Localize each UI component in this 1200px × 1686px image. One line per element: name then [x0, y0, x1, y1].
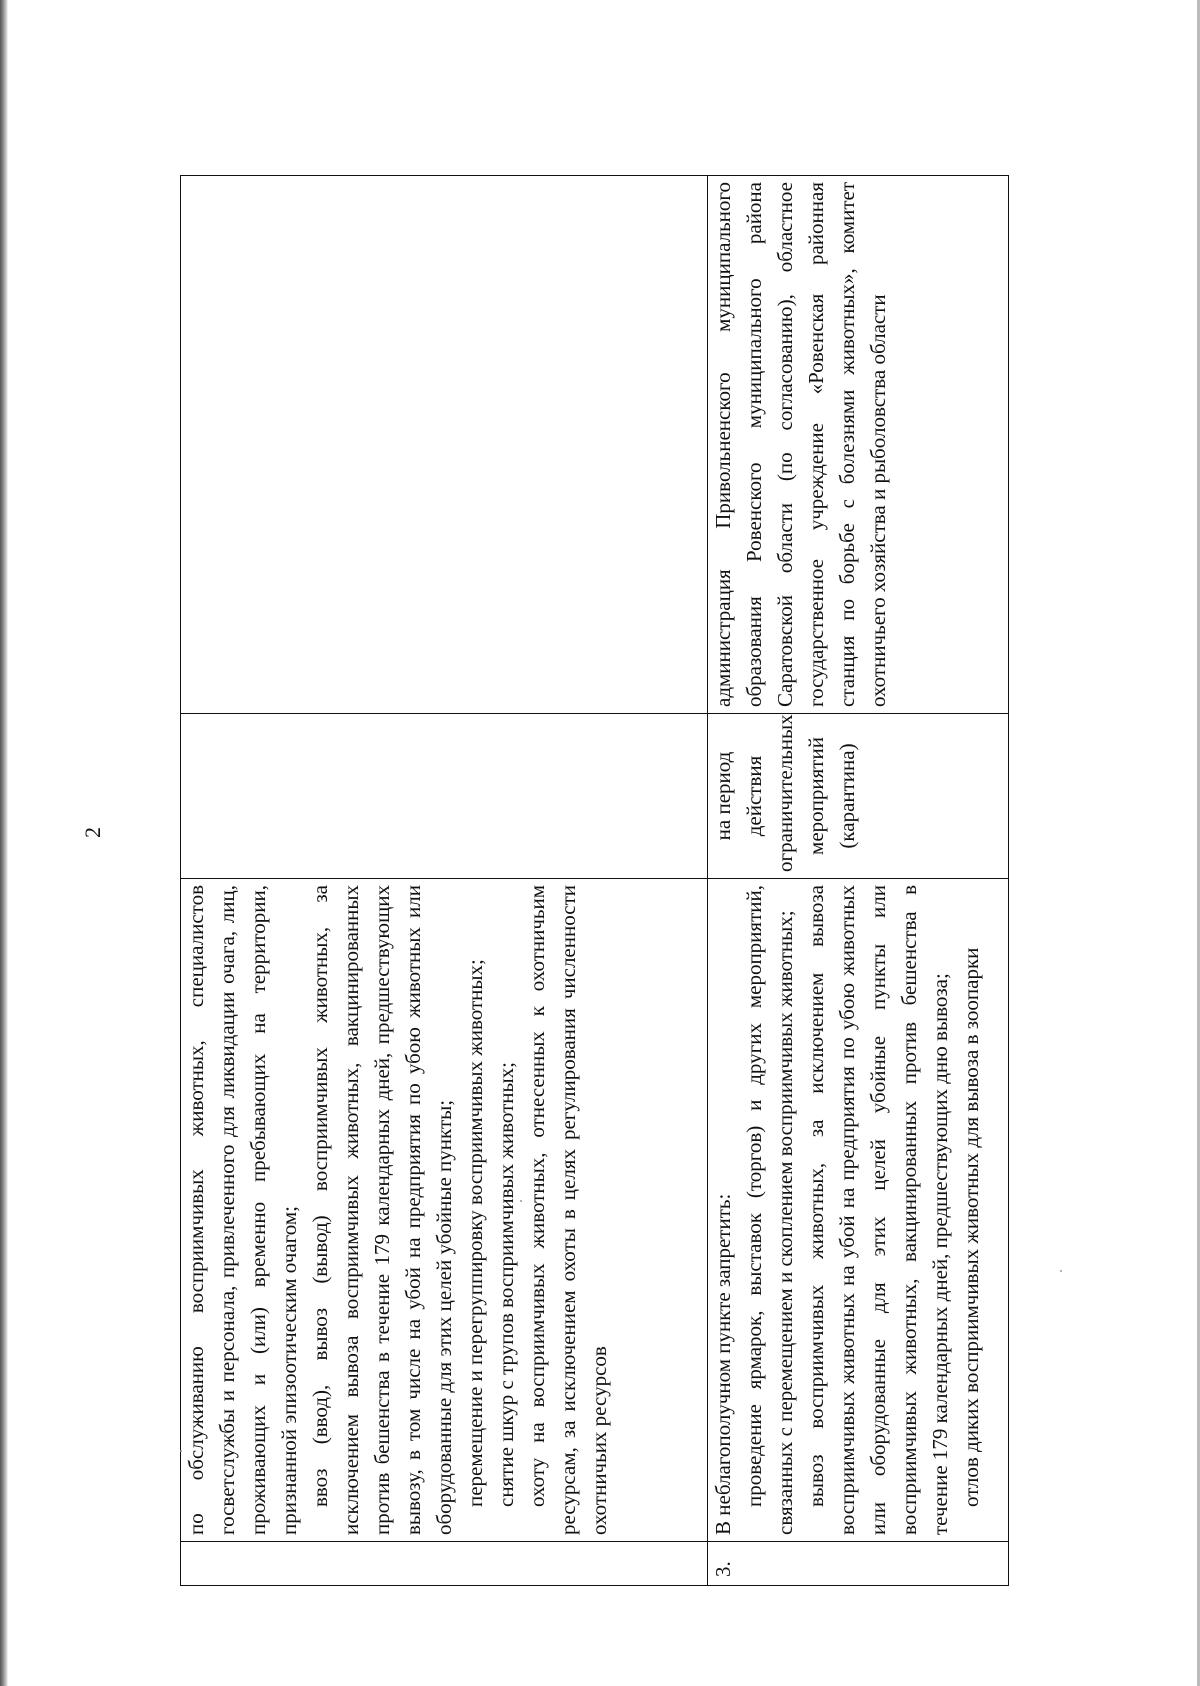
measure-paragraph: В неблагополучном пункте запретить: — [711, 1193, 735, 1535]
measure-paragraph: снятие шкур с трупов восприимчивых животных; — [494, 1062, 518, 1507]
measure-paragraph: охоту на восприимчивых животных, отнесенных к охотничьим ресурсам, за исключением охоты в целях регулирования численности охотничьих ресурсов — [525, 885, 611, 1535]
measure-paragraph: ввоз (ввод), вывоз (вывод) восприимчивых животных, за исключением вывоза восприимчивых животных, вакцинированных против бешенства в течение 179 календарных дней, предшествующих вывозу, в том числе на убой на предприятия по убою животных или оборудованные для этих целей убойные пункты; — [308, 885, 456, 1535]
row-number-cell — [181, 1542, 708, 1586]
row-number-cell: 3. — [708, 1542, 1009, 1586]
measure-paragraph: перемещение и перегруппировку восприимчивых животных; — [463, 959, 487, 1507]
measure-paragraph: вывоз восприимчивых животных, за исключением вывоза восприимчивых животных на убой на предприятия по убою животных или оборудованные для этих целей убойные пункты или восприимчивых животных, вакцинированных против бешенства в течение 179 календарных дней, предшествующих дню вывоза; — [804, 885, 952, 1535]
responsible-cell — [181, 176, 708, 714]
measure-paragraph: проведение ярмарок, выставок (торгов) и других мероприятий, связанных с перемещением и скоплением восприимчивых животных; — [742, 885, 797, 1535]
scan-speck — [180, 1450, 182, 1452]
term-cell — [181, 714, 708, 879]
rotated-page — [0, 182, 1200, 1686]
measure-paragraph: по обслуживанию восприимчивых животных, специалистов госветслужбы и персонала, привлеченного для ликвидации очага, лиц, проживающих и (или) временно пребывающих на территории, признанной эпизоотическим очагом; — [184, 885, 301, 1535]
measure-cell — [181, 879, 708, 1542]
responsible-cell: администрация Привольненского муниципального образования Ровенского муниципального района Саратовской области (по согласованию), областное государственное учреждение «Ровенская районная станция по борьбе с болезнями животных», комитет охотничьего хозяйства и рыболовства области — [708, 176, 1009, 714]
scan-speck — [520, 1200, 522, 1202]
measure-cell — [708, 879, 1009, 1542]
scan-speck — [1060, 1270, 1062, 1272]
measure-paragraph: отлов диких восприимчивых животных для вывоза в зоопарки — [959, 947, 983, 1507]
page-number: 2 — [80, 827, 105, 838]
table-row — [708, 176, 1009, 1586]
table-row — [181, 176, 708, 1586]
measures-table — [180, 175, 1009, 1586]
term-cell: на период действия ограничительных мероприятий (карантина) — [708, 714, 1009, 879]
